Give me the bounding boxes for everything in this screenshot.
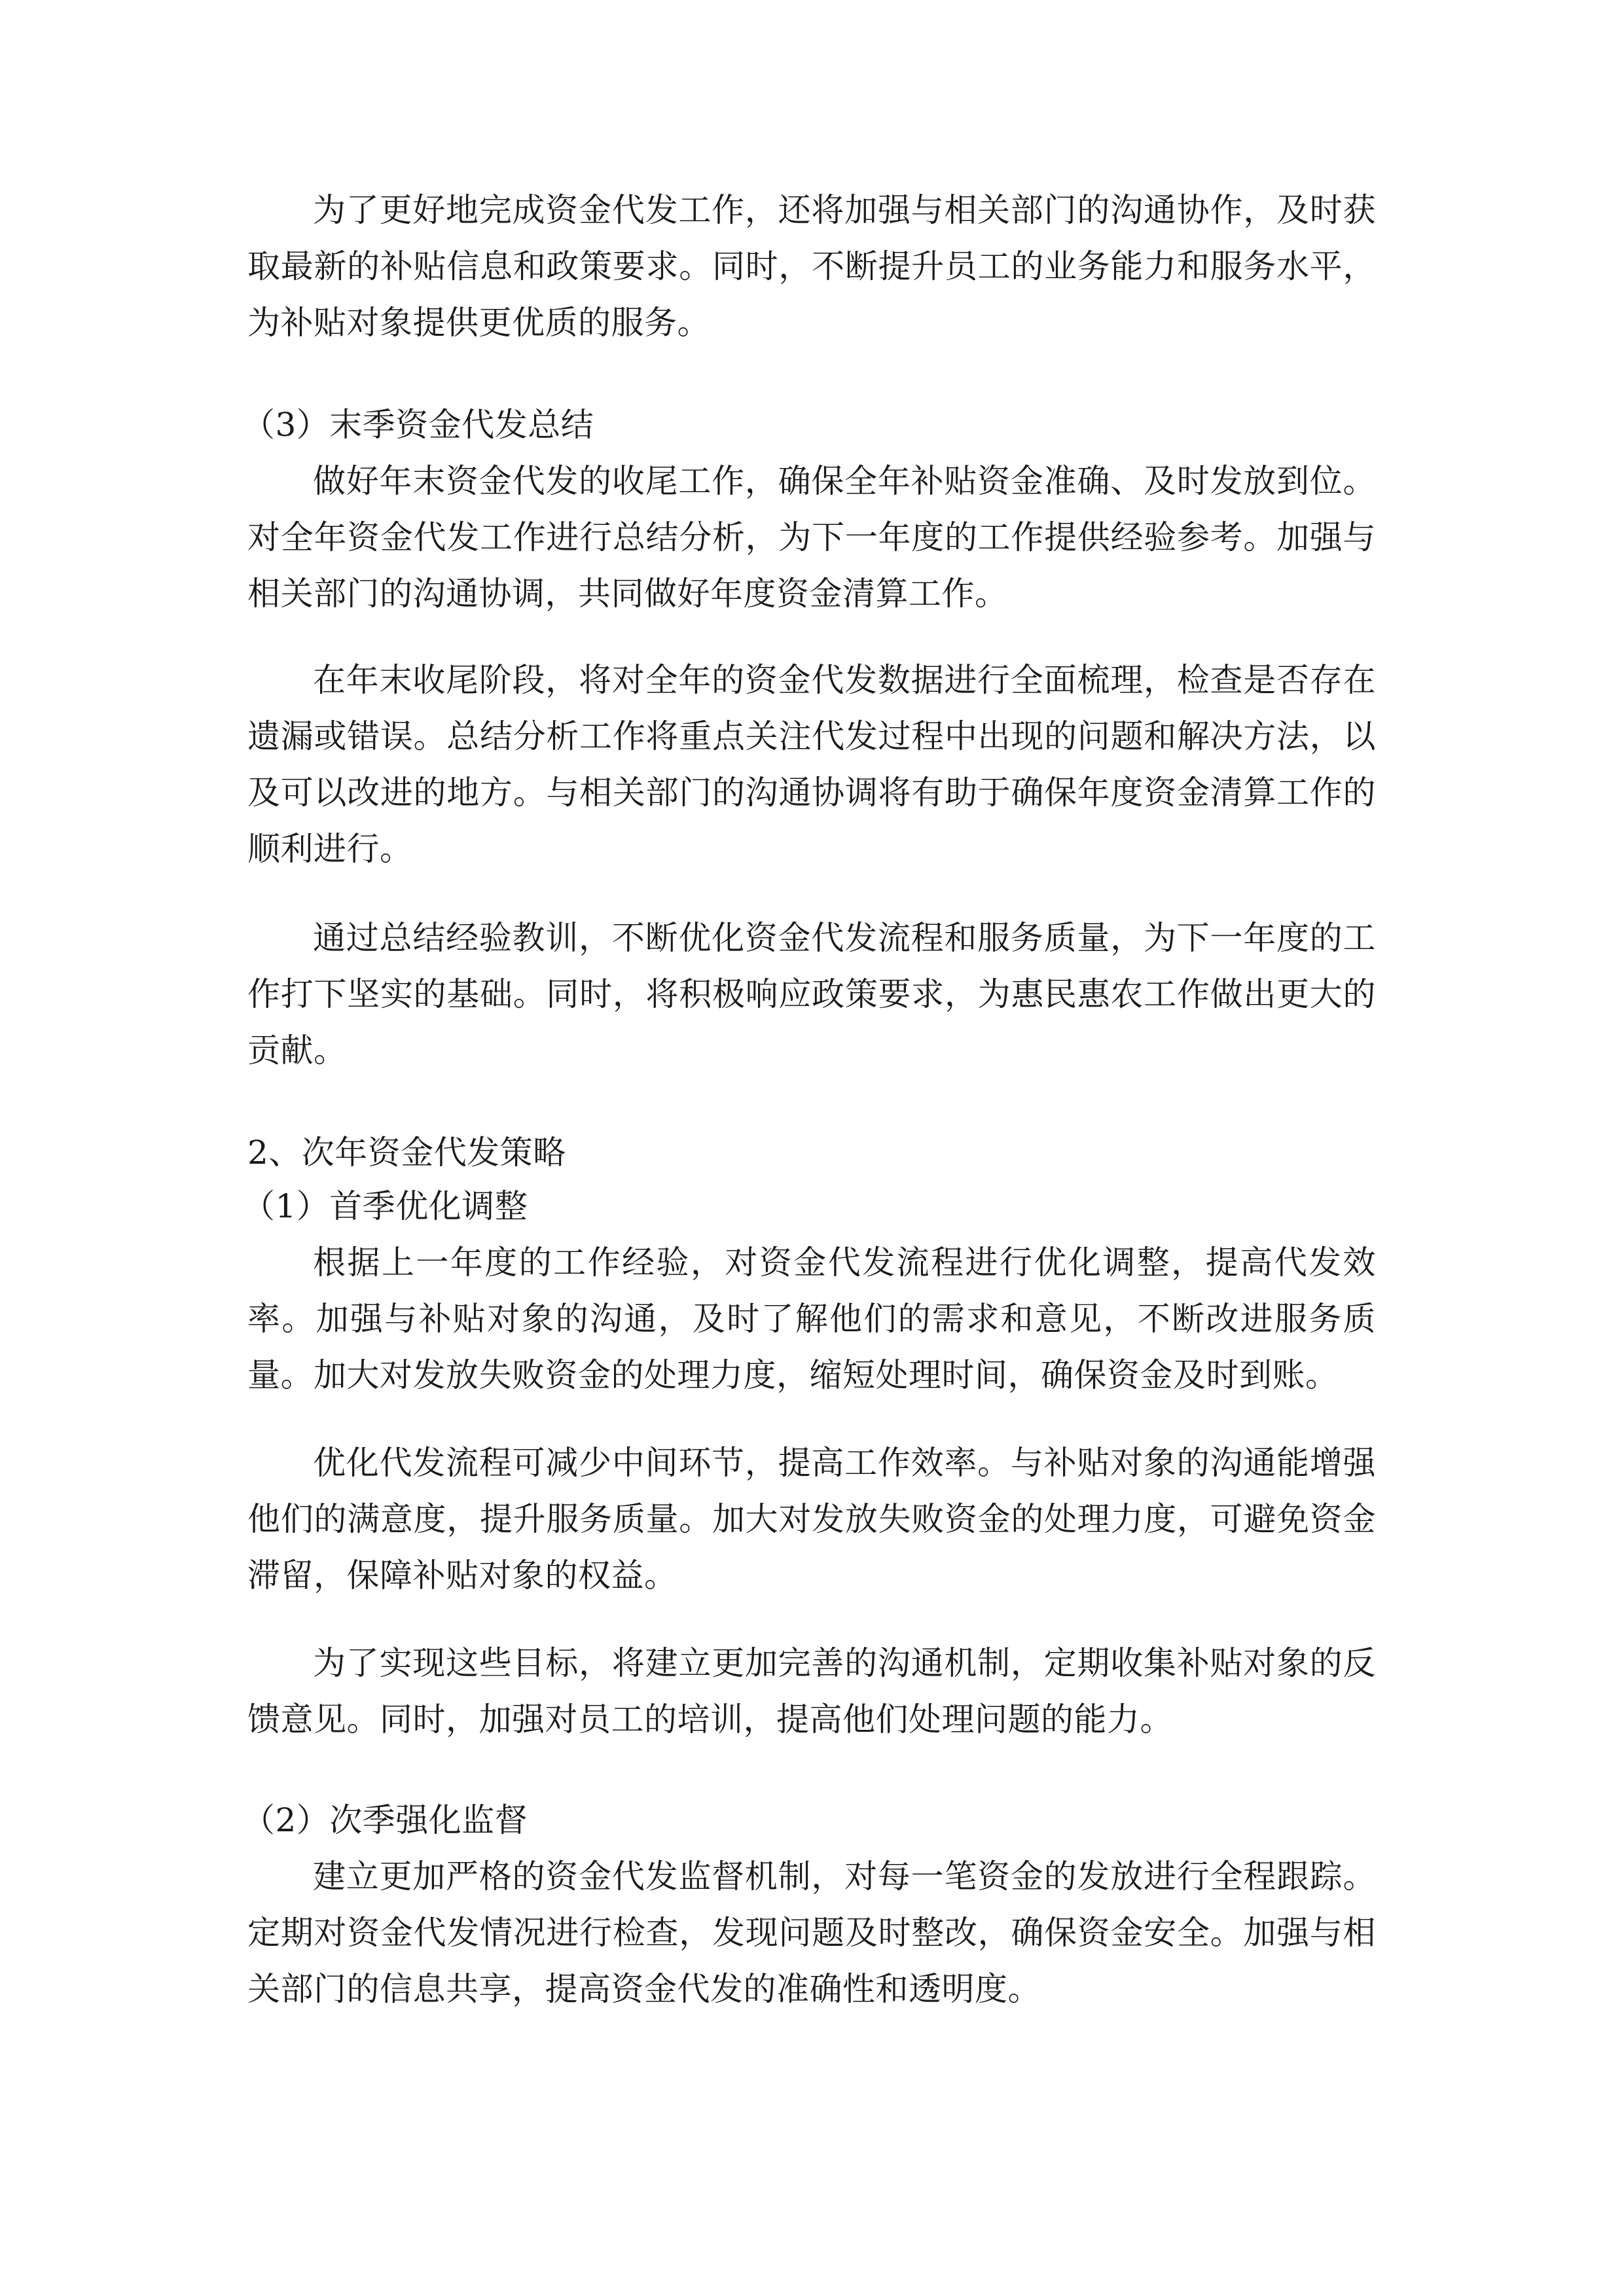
paragraph-year-end-wrapup: 做好年末资金代发的收尾工作，确保全年补贴资金准确、及时发放到位。对全年资金代发工作进行总结分析，为下一年度的工作提供经验参考。加强与相关部门的沟通协调，共同做好年度资金清算工作。: [247, 462, 1376, 613]
heading-next-year-strategy: 2、次年资金代发策略: [247, 1134, 566, 1172]
paragraph-communication-mechanism: 为了实现这些目标，将建立更加完善的沟通机制，定期收集补贴对象的反馈意见。同时，加强对员工的培训，提高他们处理问题的能力。: [247, 1644, 1376, 1738]
heading-q2-supervision: （2）次季强化监督: [242, 1801, 528, 1839]
paragraph-process-optimization: 根据上一年度的工作经验，对资金代发流程进行优化调整，提高代发效率。加强与补贴对象的沟通，及时了解他们的需求和意见，不断改进服务质量。加大对发放失败资金的处理力度，缩短处理时间，确保资金及时到账。: [247, 1244, 1376, 1394]
heading-q1-optimization: （1）首季优化调整: [242, 1187, 528, 1225]
paragraph-lessons-learned: 通过总结经验教训，不断优化资金代发流程和服务质量，为下一年度的工作打下坚实的基础。同时，将积极响应政策要求，为惠民惠农工作做出更大的贡献。: [247, 919, 1376, 1069]
paragraph-year-end-review: 在年末收尾阶段，将对全年的资金代发数据进行全面梳理，检查是否存在遗漏或错误。总结分析工作将重点关注代发过程中出现的问题和解决方法，以及可以改进的地方。与相关部门的沟通协调将有助于确保年度资金清算工作的顺利进行。: [247, 661, 1376, 868]
paragraph-supervision-mechanism: 建立更加严格的资金代发监督机制，对每一笔资金的发放进行全程跟踪。定期对资金代发情况进行检查，发现问题及时整改，确保资金安全。加强与相关部门的信息共享，提高资金代发的准确性和透明度。: [247, 1857, 1376, 2008]
heading-q4-summary: （3）末季资金代发总结: [242, 406, 594, 444]
paragraph-optimization-benefits: 优化代发流程可减少中间环节，提高工作效率。与补贴对象的沟通能增强他们的满意度，提升服务质量。加大对发放失败资金的处理力度，可避免资金滞留，保障补贴对象的权益。: [247, 1444, 1376, 1594]
paragraph-funding-coordination: 为了更好地完成资金代发工作，还将加强与相关部门的沟通协作，及时获取最新的补贴信息和政策要求。同时，不断提升员工的业务能力和服务水平，为补贴对象提供更优质的服务。: [247, 191, 1376, 342]
